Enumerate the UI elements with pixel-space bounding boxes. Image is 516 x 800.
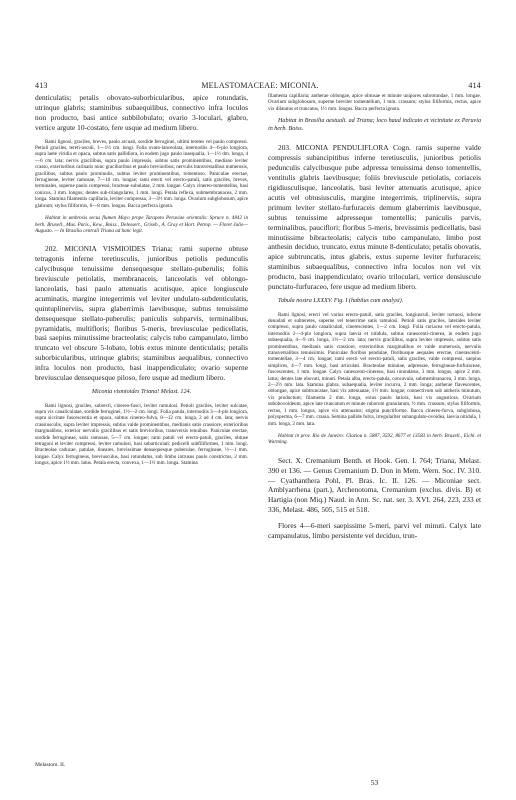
species-202-synonym: Miconia vismioides Triana! Melast. 124. (91, 389, 192, 395)
left-column (35, 93, 248, 773)
species-202-block (35, 244, 248, 383)
species-203-title: 203. MICONIA PENDULIFLORA Cogn. (278, 143, 411, 153)
species-202-title: 202. MICONIA VISMIOIDES Triana; (45, 244, 173, 254)
page-header (35, 81, 481, 93)
left-page-number: 413 (35, 81, 48, 90)
left-description-1: Rami lignosi, graciles, breves, paulo arcuati, sordide ferruginei, ultimi teretes vel paulo compressi. Petioli graciles, tereti-usculi, 1—1½ cm. longi. Folia ovato-lanceolata, internodiis 4—6-plo longiora, supra laete viridia et opaca, subtus satis pallidiora, in eodem jugo paulo inaequalia, 1—1½ dm. longa, 4—6 cm. lata; nervis gracilibus, supra paulo impressis, subtus satis prominentibus, mediano leviter crasso, exterioribus carinatis nunc gracilioribus et paulo brevioribus; nervulis transversalibus numerosis, gracilibus, subtus paulo prominulis, subtus leviter prominentibus, tomentoso. Paniculae erectae, ferrugineae, leviter ramosae, 7—10 cm. longae; rami erecti vel erecto-patuli, satis graciles, breves, terminales, superne paulo compressi; bracteae subulatae, 2 mm. longae. Calyx cinereo-tomentellus, basi conicus, 3 mm. longus; dentes sub-triangulares, 1 mm. longi. Petala reflexa, submembranacea, 2 mm. longa. Stamina filamentis capillaria, leviter compressa, 3—3½ mm. longa. Ovarium subglobosum, apice glabrum; stylus filiformis, 6—8 mm. longus. Bacca perfecta ignota. (35, 138, 248, 209)
left-intro: denticulatis; petalis obovato-suborbicularibus, apice rotundatis, utrinque glabris; staminibus subaequilibus, connectivo infra loculos non producto, basi antice subbilobulato; ovario 3-loculari, glabro, vertice argute 10-costato, fere usque ad medium libero. (35, 93, 248, 132)
left-habitat: Habitat in umbrosis secus flumen Mayo prope Tarapoto Peruviae orientalis: Spruce n. 4842 in herb. Bruxell., Mus. Paris., Kew., Boiss., Delessert., Griseb., A. Gray et Hort. Petrop. — Floret Julio—Augusto. — In Brasilia centrali Triana ad hanc legit. (35, 215, 248, 234)
species-203-text: ramis superne valde compressis subancipitibus inferne teretiusculis, junioribus petiolis pedunculis calycibusque pube adpressa tenuissima denso tomentellis, ventitulis glabris laevibusque; foliis breviuscule petiolatis, coriaceis rigidiusculisque, lanceolatis, basi leviter attenuatis acutisque, apice acutis vel obtusiusculis, margine integerrimis, triplinerviis, supra primum leviter stellato-furfuraceis demum glaberrimis laevibusque, subtus tenuissime adpresseque tomentellis; paniculis parvis, terminalibus, pauciflori; floribus 5-meris, brevissimis pedicellatis, basi minutissime bibracteolatis; calycis tubo campanulato, limbo post anthesin deciduo, truncato, extus minute 8-denticulato; petalis obovatis, apice subtruncatis, intus glabris, extus superne leviter furfuraceis; staminibus subaequalibus, connectivo infra loculos non vel vix producto, basi inappendiculato; ovario triloculari, vertice densiuscule punctato-furfuraceo, fere usque ad medium libero. (268, 143, 481, 292)
right-intro: filamenta capillaria; antherae oblongae, apice obtusae et minute unipores subrotundae, 1 mm. longae. Ovarium subglobosum, superne breviter tomentellum, 1 mm. crassum; stylus filiformis, rectus, apice vix dilatatus et truncatus, 1½ mm. longus. Bacca perfecta ignota. (268, 93, 481, 112)
running-title: MELASTOMACEAE: MICONIA. (201, 81, 319, 90)
flores-paragraph: Flores 4—6-meri saepissime 5-meri, parvi vel minuti. Calyx late campanulatus, limbo persistente vel deciduo, trun- (268, 521, 481, 541)
right-description: Rami lignosi, erecti vel varius erecto-patuli, satis graciles, longiusculi, leviter tortuosi, inferne denudati et subteretes, superne vel tenerrime satis ramulosi. Petioli satis graciles, laterales leviter compressi, supra paulo canaliculati, cinerescentes, 1—2 cm. longi. Folia coriacea vel erecto-patula, internodiis 2—4-plo longiora, supra laevia et nitidula, subtus canescenti-cinerea, in eodem jugo subaequalia, 4—9 cm. longa, 1½—2 cm. lata; nervis gracilibus, supra leviter impressis, subtus satis prominentibus, medianis satis crassiore, exterioribus marginalibus et valde numerosis, nervulis transversalibus tenuissimis. Paniculae floribus pendulae, floribusque aequales erectae, cinerascenti-tomentellae, 3—4 cm. longae; rami erecti vel erecto-patuli, satis graciles, valde compressi, saepius simplices, 4—7 mm. longi, basi articulati. Bracteolae minutae, adpressae, ferrugineae-furfuraceae, fuscescentes, 1 mm. longae. Calyx canescenti-cinereus, basi rotundatus, 3 mm. longus, apice 2 mm. latus; dentes late obovati, minuti. Petala alba, erecto-patula, concavula, submembranacea, 3 mm. longa, 2—2½ mm. lata. Stamina glabra, subaequalia, leviter incurva, 2 mm. longa; antherae flavescentes, oblongae, apice subtruncatae, basi vix attenuatae, 1½ mm. longae; connectivum sub antheris minutum, vix productum; filamenta 2 mm. longa, extus paulo latiora, basi vix angustiora. Ovarium subobovoideum, apice late truncatum et minute ruborum granulatum, ½ mm. crassum; stylus filiformis, rectus, 1 mm. longus, apice vix attenuatus; stigma punctiforme. Bacca cinereo-furva, subglobosa, polysperma, 6—7 mm. crassa. Semina pallide fulva, irregulariter subangulato-ovoidea, laevia nitidula, 1 mm. longa, 2 mm. lata. (268, 311, 481, 427)
right-column (268, 93, 481, 783)
left-description-2: Rami lignosi, graciles, subrecti, cinereo-fusci, leviter ramulosi. Petioli graciles, leviter sulcatae, supra vix canaliculatae, sordide ferruginei, 1½—2 cm. longi. Folia patula, internodiis 3—4-plo longiora, supra siccitate fuscescentia et opaca, subtus cinereo-fulva, 8—12 cm. longa, 2 ad 4 cm. lata; nervis crassiusculis, supra leviter impressis, subtus valde prominentibus, medianis satis crassiore, exterioribus marginalibus, exterior nervulis gracilibus et satis brevioribus, transversis tenuibus. Paniculae erectae, sordide ferrugineae, satis ramosae, 5—7 cm. longae; rami patuli vel erecto-patuli, graciles, obtuse tetragoni et leviter compressi, leviter ramulosi, basi subarticulati; pedicelli subfiliformes, 1 mm. longi. Bracteolae caducae, patulae, lineares, brevissimae densequesque puberulae, ferrugineae, ½—1 mm. longae. Calyx ferrugineus, breviusculus, basi rotundatus, sub limbo intrusus paulo constrictus, 2 mm. longus, apice 1½ mm. latus. Petala erecta, convexa, 1—1½ mm. longa. Stamina (35, 402, 248, 467)
species-202-text: rami superne obtuse tetragonis inferne teretiusculis, junioribus petiolis pedunculis calycibusque tenuissime densequesque stellato-puberulis; foliis breviuscule petiolatis, membranaceis, lanceolatis vel oblongo-lanceolatis, basi paulo attenuatis acutisque, apice longiuscule acuminatis, margine integerrimis vel leviter undulato-subdenticulatis, quintuplinerviis, supra glaberrimis laevibusque, subtus tenuissime densequesque stellato-puberulis; paniculis subparvis, terminalibus, pyramidatis, multifloris; floribus 5-meris, breviusculae pedicellatis, basi saepius minutissime bracteolatis; calycis tubo campanulato, limbo truncato vel obscure 5-lobato, lobis extus minute denticulatis; petalis suborbicularibus, utrinque glabris; staminibus aequalibus, connectivo infra loculos non producto, basi inappendiculato; ovario superne breviusculae densequesque piloso, fere usque ad medium libero. (35, 244, 248, 383)
right-habitat-2: Habitat in prov. Rio de Janeiro: Glaziou n. 5887, 3592, 8677 et 13583 in herb. Bruxell., Eichl. et Warming. (268, 432, 481, 446)
tabula-reference: Tabula nostra LXXXV. Fig. I (habitus cum analysi). (278, 298, 404, 304)
signature-number: 53 (370, 778, 379, 787)
right-habitat: Habitat in Brasilia aestuali. ad Triana; loco haud indicato et vicinitate ex Peruvia in herb. Boiss. (268, 118, 481, 132)
section-heading: Sect. X. Cremanium Benth. et Hook. Gen. I. 764; Triana, Melast. 390 et 136. — Genus Cremanium D. Don in Mem. Wern. Soc. IV. 310. — Cyathanthera Pohl, Pl. Bras. Ic. II. 126. — Miconiae sect. Amblyarrhena (part.), Archenotoma, Cremanium (exclus. divis. B) et Hartigia (non Miq.) Naud. in Ann. Sc. nat. ser. 3. XVI. 264, 223, 233 et 336, Melast. 486, 505, 515 et 518. (268, 455, 481, 515)
left-footer: Melastom. II. (35, 762, 66, 768)
species-203-block (268, 143, 481, 292)
right-page-number: 414 (468, 81, 481, 90)
